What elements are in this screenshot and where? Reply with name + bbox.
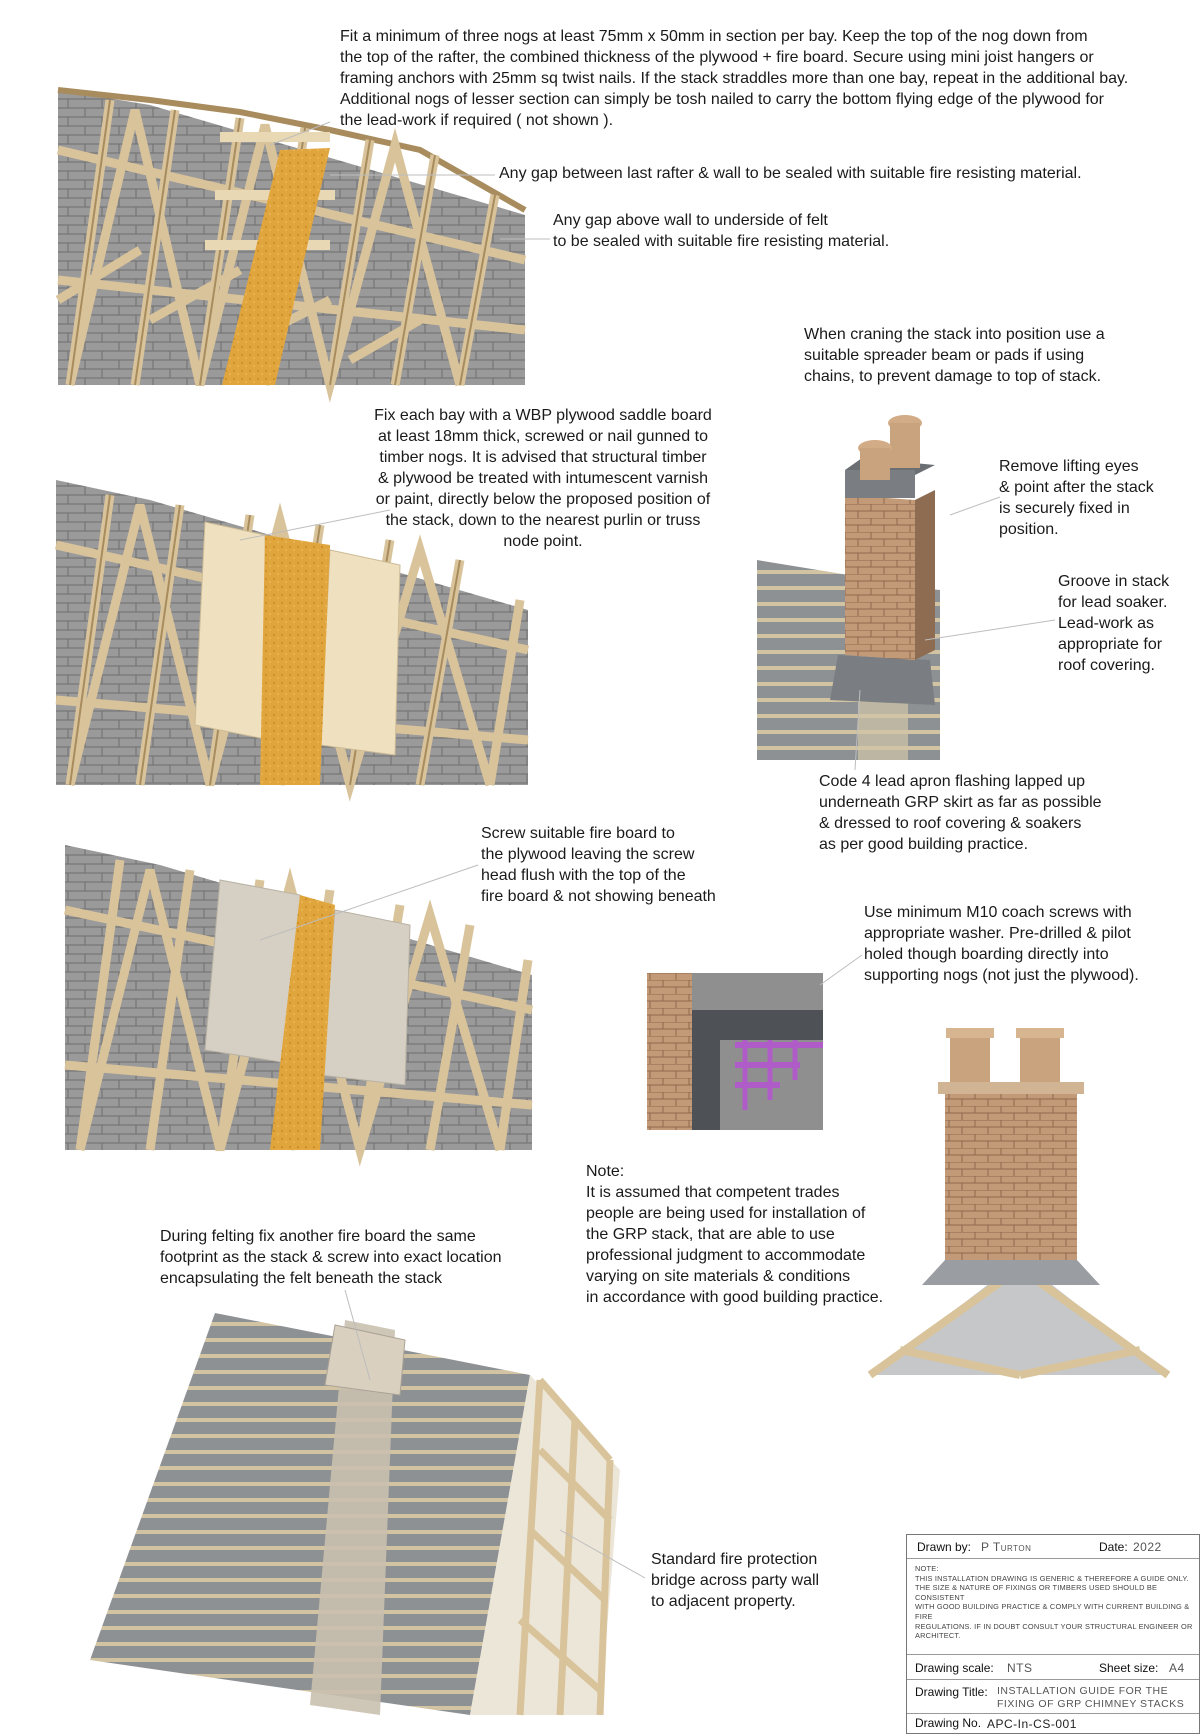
drawn-by-label: Drawn by: — [917, 1540, 972, 1554]
date-value: 2022 — [1133, 1540, 1162, 1554]
note-groove: Groove in stack for lead soaker. Lead-work as appropriate for roof covering. — [1058, 573, 1170, 674]
note-nogs: Fit a minimum of three nogs at least 75mm x 50mm in section per bay. Keep the top of the nog down from the top of the rafter, the combined thickness of the plywood + fire board. Secure using mini joist hangers or framing anchors with 25mm sq twist nails. If the stack straddles more than one bay, repeat in the additional bay. Additional nogs of lesser section can simply be tosh nailed to carry the bottom flying edge of the plywood for the lead-work if required ( not shown ). — [340, 28, 1129, 129]
note-gap-felt: Any gap above wall to underside of felt to be sealed with suitable fire resisting material. — [553, 212, 890, 250]
drawing-number-label: Drawing No. — [915, 1716, 982, 1730]
felted-roof-illustration — [90, 1313, 620, 1715]
note-craning: When craning the stack into position use a suitable spreader beam or pads if using chains, to prevent damage to top of stack. — [804, 326, 1105, 385]
drawn-by-value: P Turton — [981, 1540, 1032, 1554]
note-fireboard: Screw suitable fire board to the plywood leaving the screw head flush with the top of the fire board & not showing beneath — [481, 825, 716, 905]
date-label: Date: — [1099, 1540, 1128, 1554]
note-bridge: Standard fire protection bridge across party wall to adjacent property. — [651, 1551, 820, 1610]
sheet-size-label: Sheet size: — [1099, 1661, 1159, 1675]
scale-value: NTS — [1007, 1661, 1033, 1675]
note-coach-screws: Use minimum M10 coach screws with appropriate washer. Pre-drilled & pilot holed though boarding directly into supporting nogs (not just the plywood). — [864, 904, 1139, 984]
note-assumed: Note: It is assumed that competent trades people are being used for installation of the GRP stack, that are able to use professional judgment to accommodate varying on site materials & conditions in accordance with good building practice. — [586, 1163, 884, 1306]
drawing-number-value: APC-In-CS-001 — [987, 1717, 1077, 1731]
drawn-by-row — [907, 1535, 1199, 1559]
note-row — [907, 1559, 1199, 1655]
drawing-title-label: Drawing Title: — [915, 1685, 988, 1699]
note-apron: Code 4 lead apron flashing lapped up underneath GRP skirt as far as possible & dressed to roof covering & soakers as per good building practice. — [819, 773, 1102, 853]
number-row — [907, 1714, 1199, 1734]
scale-label: Drawing scale: — [915, 1661, 994, 1675]
title-block — [906, 1534, 1200, 1734]
title-row — [907, 1680, 1199, 1714]
scale-row — [907, 1655, 1199, 1680]
sheet-size-value: A4 — [1169, 1661, 1185, 1675]
note-plywood: Fix each bay with a WBP plywood saddle board at least 18mm thick, screwed or nail gunned to timber nogs. It is advised that structural timber & plywood be treated with intumescent varnish or paint, directly below the proposed position of the stack, down to the nearest purlin or truss node point. — [374, 407, 712, 550]
note-gap-rafter: Any gap between last rafter & wall to be sealed with suitable fire resisting material. — [499, 165, 1082, 182]
title-block-note: NOTE: THIS INSTALLATION DRAWING IS GENERIC & THEREFORE A GUIDE ONLY. THE SIZE & NATURE OF FIXINGS OR TIMBERS USED SHOULD BE CONSISTENT WITH GOOD BUILDING PRACTICE & COMPLY WITH CURRENT BUILDING & FIRE REGULATIONS. IF IN DOUBT CONSULT YOUR STRUCTURAL ENGINEER OR ARCHITECT. — [915, 1564, 1193, 1641]
truss-nogs-illustration — [58, 90, 525, 385]
fireboard-illustration — [65, 845, 532, 1150]
chimney-on-roof-illustration — [757, 415, 940, 760]
drawing-title-value: INSTALLATION GUIDE FOR THE FIXING OF GRP CHIMNEY STACKS — [997, 1685, 1185, 1710]
note-lifting: Remove lifting eyes & point after the stack is securely fixed in position. — [999, 458, 1154, 538]
coach-screw-detail — [647, 973, 823, 1130]
note-felting: During felting fix another fire board the same footprint as the stack & screw into exact location encapsulating the felt beneath the stack — [160, 1228, 502, 1287]
